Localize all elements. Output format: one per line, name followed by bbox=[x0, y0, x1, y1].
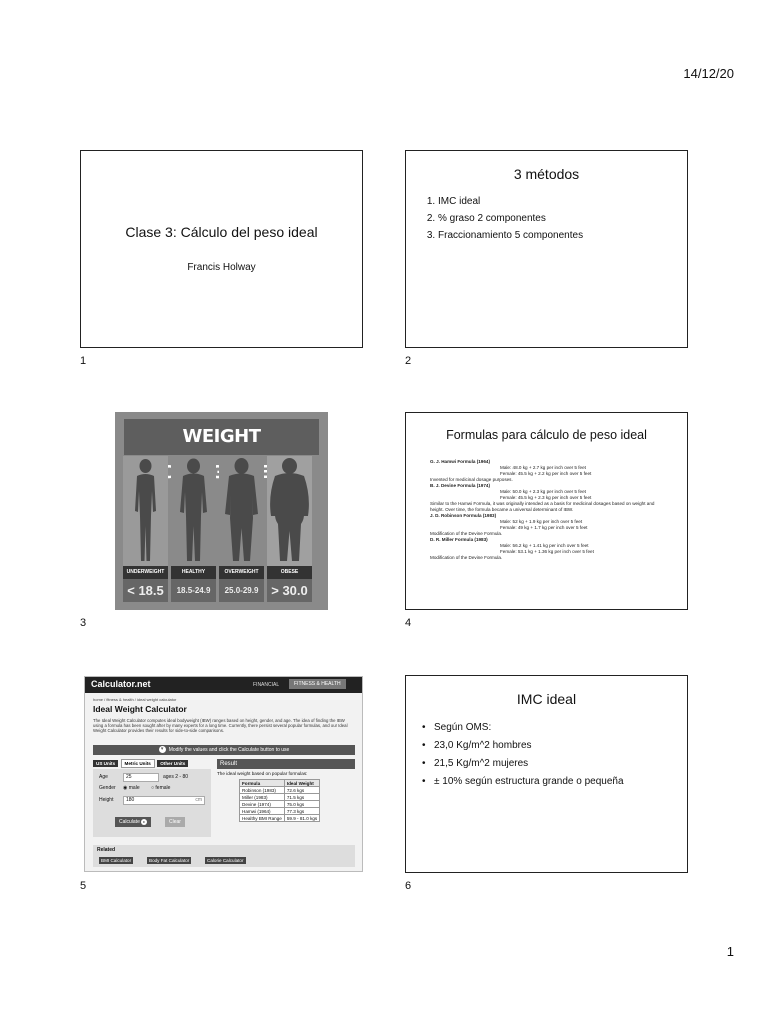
category-value: < 18.5 bbox=[123, 579, 168, 602]
formula-line: Male: 48.0 kg + 2.7 kg per inch over 5 feet bbox=[500, 465, 586, 470]
table-cell: 75.0 kgs bbox=[284, 801, 319, 808]
calculator-description: The Ideal Weight Calculator computes ideal bodyweight (IBW) ranges based on height, gender, and age. The idea of finding the IBW using a formula has been sought after by many experts for a long time. Currently, there persist several popular formulas, and our Ideal Weight Calculator provides their results for side-to-side comparisons. bbox=[93, 718, 348, 733]
radio-selected-icon: ◉ bbox=[123, 785, 128, 791]
slide-number: 3 bbox=[80, 617, 87, 629]
methods-list bbox=[406, 196, 583, 247]
age-hint: ages 2 - 80 bbox=[163, 774, 189, 780]
gender-female-radio[interactable] bbox=[151, 785, 170, 791]
slide-title: Clase 3: Cálculo del peso ideal bbox=[125, 224, 318, 240]
obese-column bbox=[267, 456, 312, 566]
formula-note: Modification of the Devine Formula. bbox=[430, 531, 503, 536]
height-label: Height bbox=[99, 797, 114, 803]
table-cell: Devine (1974) bbox=[240, 801, 285, 808]
clear-button[interactable]: Clear bbox=[165, 817, 185, 827]
tab-metric-units[interactable]: Metric Units bbox=[121, 759, 155, 768]
body-silhouette-icon bbox=[219, 456, 264, 566]
gender-female-label: female bbox=[155, 785, 171, 791]
slide-2 bbox=[405, 150, 688, 348]
related-link-calorie[interactable]: Calorie Calculator bbox=[207, 858, 244, 863]
formula-title: G. J. Hamwi Formula (1964) bbox=[430, 459, 490, 464]
body-silhouette-icon bbox=[123, 456, 168, 566]
healthy-column bbox=[171, 456, 216, 566]
calculator-screenshot bbox=[84, 676, 363, 872]
table-row bbox=[240, 787, 320, 794]
slide-number: 2 bbox=[405, 355, 412, 367]
formula-line: Female: 45.5 kg + 2.2 kg per inch over 5 feet bbox=[500, 471, 592, 476]
formula-title: J. D. Robinson Formula (1983) bbox=[430, 513, 497, 518]
gender-male-radio[interactable] bbox=[123, 785, 140, 791]
formula-line: Male: 50.0 kg + 2.3 kg per inch over 5 feet bbox=[500, 489, 586, 494]
calculate-label: Calculate bbox=[119, 819, 140, 825]
gender-male-label: male bbox=[128, 785, 140, 791]
slide-author: Francis Holway bbox=[187, 262, 256, 273]
table-cell: 59.9 - 81.0 kgs bbox=[284, 815, 319, 822]
slide-number: 1 bbox=[80, 355, 87, 367]
category-value: 18.5-24.9 bbox=[171, 579, 216, 602]
slide-number: 5 bbox=[80, 880, 87, 892]
table-row bbox=[240, 808, 320, 815]
table-cell: Miller (1983) bbox=[240, 794, 285, 801]
body-silhouette-icon bbox=[171, 456, 216, 566]
slide-number: 6 bbox=[405, 880, 412, 892]
formula-note: Invented for medicinal dosage purposes. bbox=[430, 477, 513, 482]
tab-other-units[interactable]: Other Units bbox=[157, 760, 188, 767]
calculator-logo: Calculator.net bbox=[91, 679, 151, 689]
formula-note: Similar to the Hamwi Formula, it was originally intended as a basis for medicinal dosages based on weight and height. Over time, the formula became a universal determinant of IBW. bbox=[430, 501, 655, 512]
related-heading: Related bbox=[97, 847, 116, 853]
list-item: • Según OMS: bbox=[434, 722, 624, 733]
chevron-down-icon: ▾ bbox=[159, 746, 166, 753]
related-link-body-fat[interactable]: Body Fat Calculator bbox=[149, 858, 190, 863]
slide-4 bbox=[405, 412, 688, 610]
slide-5 bbox=[80, 675, 363, 873]
category-label: UNDERWEIGHT bbox=[123, 566, 168, 579]
list-item: • 21,5 Kg/m^2 mujeres bbox=[434, 758, 624, 769]
table-cell: 72.6 kgs bbox=[284, 787, 319, 794]
underweight-column bbox=[123, 456, 168, 566]
table-cell: Healthy BMI Range bbox=[240, 815, 285, 822]
formula-note: Modification of the Devine Formula. bbox=[430, 555, 503, 560]
modify-bar-text: Modify the values and click the Calculate button to use bbox=[168, 747, 290, 753]
formula-line: Female: 53.1 kg + 1.36 kg per inch over 5 feet bbox=[500, 549, 594, 554]
height-value: 180 bbox=[126, 797, 135, 803]
formula-line: Female: 49 kg + 1.7 kg per inch over 5 feet bbox=[500, 525, 588, 530]
calculate-button[interactable] bbox=[115, 817, 151, 827]
result-table bbox=[239, 779, 320, 822]
list-item: • 23,0 Kg/m^2 hombres bbox=[434, 740, 624, 751]
bullet-list bbox=[406, 722, 624, 794]
slide-title: 3 métodos bbox=[513, 166, 580, 182]
weight-categories-heading: WEIGHT bbox=[124, 419, 319, 455]
table-row bbox=[240, 794, 320, 801]
slide-title: IMC ideal bbox=[516, 691, 577, 707]
formula-line: Male: 56.2 kg + 1.41 kg per inch over 5 feet bbox=[500, 543, 589, 548]
tab-us-units[interactable]: US Units bbox=[93, 760, 118, 767]
nav-financial[interactable]: FINANCIAL bbox=[253, 682, 280, 688]
category-value: > 30.0 bbox=[267, 579, 312, 602]
related-link-bmi[interactable]: BMI Calculator bbox=[101, 858, 132, 863]
table-cell: Hamwi (1964) bbox=[240, 808, 285, 815]
formula-title: B. J. Devine Formula (1974) bbox=[430, 483, 490, 488]
formula-line: Female: 45.5 kg + 2.3 kg per inch over 5 feet bbox=[500, 495, 592, 500]
body-silhouette-icon bbox=[267, 456, 312, 566]
radio-empty-icon: ○ bbox=[151, 785, 155, 791]
category-label: OBESE bbox=[267, 566, 312, 579]
slide-1 bbox=[80, 150, 363, 348]
list-item: 2. % graso 2 componentes bbox=[438, 213, 583, 224]
height-input[interactable] bbox=[123, 796, 205, 805]
table-row bbox=[240, 801, 320, 808]
age-label: Age bbox=[99, 774, 108, 780]
formulas-image bbox=[430, 459, 663, 561]
table-header: Formula bbox=[240, 780, 285, 787]
height-unit: cm bbox=[195, 797, 202, 803]
result-header: Result bbox=[217, 759, 355, 769]
units-tabs bbox=[93, 759, 189, 768]
table-header: Ideal Weight bbox=[284, 780, 319, 787]
slide-6 bbox=[405, 675, 688, 873]
list-item: 1. IMC ideal bbox=[438, 196, 583, 207]
slide-title: Formulas para cálculo de peso ideal bbox=[446, 428, 647, 442]
header-date: 14/12/20 bbox=[683, 66, 734, 81]
modify-bar bbox=[93, 745, 355, 755]
slide-number: 4 bbox=[405, 617, 412, 629]
weight-categories-image bbox=[115, 412, 328, 610]
list-item: 3. Fraccionamiento 5 componentes bbox=[438, 230, 583, 241]
gender-label: Gender bbox=[99, 785, 116, 791]
formula-title: D. R. Miller Formula (1983) bbox=[430, 537, 488, 542]
result-description: The ideal weight based on popular formulas: bbox=[217, 771, 308, 776]
table-cell: Robinson (1983) bbox=[240, 787, 285, 794]
calculator-heading: Ideal Weight Calculator bbox=[93, 704, 187, 714]
category-value: 25.0-29.9 bbox=[219, 579, 264, 602]
table-cell: 71.5 kgs bbox=[284, 794, 319, 801]
overweight-column bbox=[219, 456, 264, 566]
arrow-right-icon: ▸ bbox=[143, 819, 146, 824]
table-row bbox=[240, 815, 320, 822]
category-label: HEALTHY bbox=[171, 566, 216, 579]
table-cell: 77.3 kgs bbox=[284, 808, 319, 815]
formula-line: Male: 52 kg + 1.9 kg per inch over 5 feet bbox=[500, 519, 583, 524]
page-number: 1 bbox=[726, 944, 734, 959]
category-label: OVERWEIGHT bbox=[219, 566, 264, 579]
list-item: • ± 10% según estructura grande o pequeña bbox=[434, 776, 624, 787]
breadcrumb: home / fitness & health / ideal weight calculator bbox=[93, 697, 177, 702]
slide-3 bbox=[80, 412, 363, 610]
calculator-form bbox=[93, 769, 211, 837]
nav-fitness-health[interactable]: FITNESS & HEALTH bbox=[289, 679, 346, 689]
age-input[interactable]: 25 bbox=[123, 773, 159, 782]
